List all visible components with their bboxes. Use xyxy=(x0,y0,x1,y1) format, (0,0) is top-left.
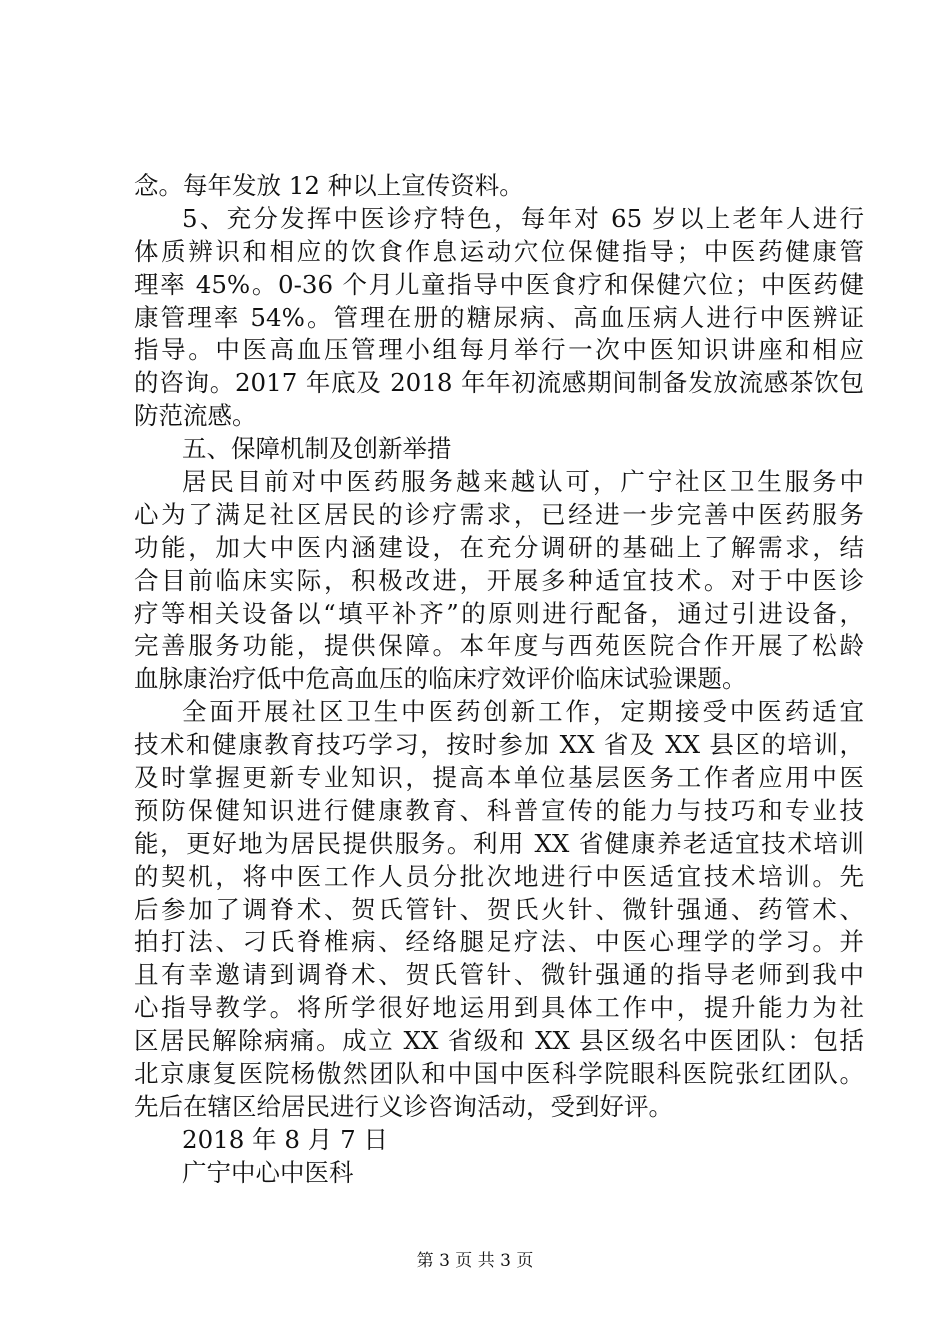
text-line: 康管理率 54%。管理在册的糖尿病、高血压病人进行中医辨证 xyxy=(134,302,864,332)
text-line: 区居民解除病痛。成立 XX 省级和 XX 县区级名中医团队：包括 xyxy=(134,1026,864,1056)
text-line: 心为了满足社区居民的诊疗需求，已经进一步完善中医药服务 xyxy=(134,499,864,529)
text-line: 5、充分发挥中医诊疗特色，每年对 65 岁以上老年人进行 xyxy=(182,203,864,233)
text-line: 五、保障机制及创新举措 xyxy=(182,434,452,464)
text-line: 先后在辖区给居民进行义诊咨询活动，受到好评。 xyxy=(134,1091,673,1121)
text-line: 心指导教学。将所学很好地运用到具体工作中，提升能力为社 xyxy=(134,993,864,1023)
text-line: 广宁中心中医科 xyxy=(182,1157,354,1187)
text-line: 血脉康治疗低中危高血压的临床疗效评价临床试验课题。 xyxy=(134,664,747,694)
text-line: 北京康复医院杨傲然团队和中国中医科学院眼科医院张红团队。 xyxy=(134,1059,864,1089)
document-body xyxy=(134,170,864,1190)
text-line: 拍打法、刁氏脊椎病、经络腿足疗法、中医心理学的学习。并 xyxy=(134,927,864,957)
text-line: 合目前临床实际，积极改进，开展多种适宜技术。对于中医诊 xyxy=(134,565,864,595)
text-line: 的契机，将中医工作人员分批次地进行中医适宜技术培训。先 xyxy=(134,861,864,891)
text-line: 预防保健知识进行健康教育、科普宣传的能力与技巧和专业技 xyxy=(134,795,864,825)
text-line: 居民目前对中医药服务越来越认可，广宁社区卫生服务中 xyxy=(182,467,864,497)
text-line: 及时掌握更新专业知识，提高本单位基层医务工作者应用中医 xyxy=(134,763,864,793)
text-line: 能，更好地为居民提供服务。利用 XX 省健康养老适宜技术培训 xyxy=(134,828,864,858)
text-line: 2018 年 8 月 7 日 xyxy=(182,1124,388,1154)
text-line: 且有幸邀请到调脊术、贺氏管针、微针强通的指导老师到我中 xyxy=(134,960,864,990)
text-line: 指导。中医高血压管理小组每月举行一次中医知识讲座和相应 xyxy=(134,335,864,365)
text-line: 防范流感。 xyxy=(134,401,257,431)
page-footer xyxy=(0,1246,950,1271)
text-line: 全面开展社区卫生中医药创新工作，定期接受中医药适宜 xyxy=(182,697,864,727)
page-number-label: 第 3 页 共 3 页 xyxy=(416,1251,534,1271)
text-line: 完善服务功能，提供保障。本年度与西苑医院合作开展了松龄 xyxy=(134,631,864,661)
text-line: 疗等相关设备以“填平补齐”的原则进行配备，通过引进设备， xyxy=(134,598,864,628)
text-line: 后参加了调脊术、贺氏管针、贺氏火针、微针强通、药管术、 xyxy=(134,894,864,924)
text-line: 功能，加大中医内涵建设，在充分调研的基础上了解需求，结 xyxy=(134,532,864,562)
text-line: 技术和健康教育技巧学习，按时参加 XX 省及 XX 县区的培训， xyxy=(134,730,864,760)
text-line: 的咨询。2017 年底及 2018 年年初流感期间制备发放流感茶饮包 xyxy=(134,368,864,398)
text-line: 念。每年发放 12 种以上宣传资料。 xyxy=(134,171,524,200)
text-line: 体质辨识和相应的饮食作息运动穴位保健指导；中医药健康管 xyxy=(134,236,864,266)
text-line: 理率 45%。0-36 个月儿童指导中医食疗和保健穴位；中医药健 xyxy=(134,269,864,299)
